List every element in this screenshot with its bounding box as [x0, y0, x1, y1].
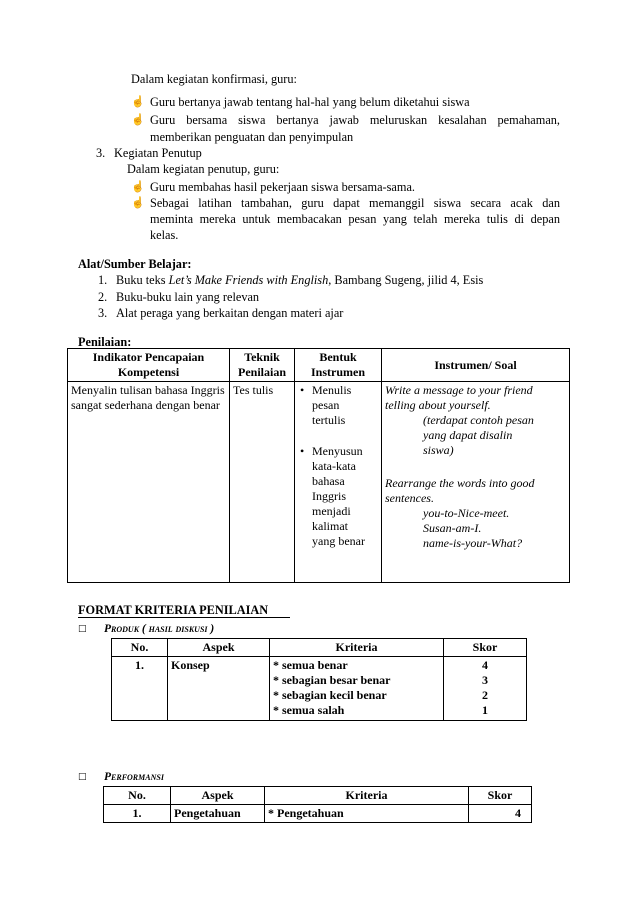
cell-indikator: Menyalin tulisan bahasa Inggris sangat sederhana dengan benar — [68, 382, 230, 583]
kriteria-4: * semua salah — [273, 703, 345, 717]
konfirmasi-bullet-2: Guru bersama siswa bertanya jawab meluruskan kesalahan pemahaman, — [150, 113, 560, 127]
konfirmasi-bullet-2-cont: memberikan penguatan dan penyimpulan — [150, 130, 354, 144]
alat-title: Alat/Sumber Belajar: — [78, 257, 192, 271]
produk-cell-aspek: Konsep — [168, 657, 270, 721]
soal-2-line-3: name-is-your-What? — [423, 536, 523, 550]
produk-table — [111, 638, 527, 721]
alat-item-3: Alat peraga yang berkaitan dengan materi ajar — [116, 306, 344, 320]
perf-header-kriteria: Kriteria — [265, 787, 469, 805]
alat-item-1-pre: Buku teks — [116, 273, 169, 287]
skor-1: 4 — [482, 658, 488, 672]
soal-2-line-2: Susan-am-I. — [423, 521, 482, 535]
book-title: Let’s Make Friends with English — [168, 273, 329, 287]
header-soal: Instrumen/ Soal — [382, 349, 570, 382]
square-bullet-icon: □ — [78, 772, 87, 782]
hand-bullet-icon: ☝ — [131, 181, 145, 193]
penutup-heading: Dalam kegiatan penutup, guru: — [127, 162, 280, 176]
konfirmasi-heading: Dalam kegiatan konfirmasi, guru: — [131, 72, 297, 86]
penilaian-title: Penilaian: — [78, 335, 132, 349]
cell-bentuk — [295, 382, 382, 583]
soal-2-line-1: you-to-Nice-meet. — [423, 506, 510, 520]
alat-item-2-num: 2. — [98, 290, 108, 304]
perf-cell-aspek: Pengetahuan — [171, 805, 265, 823]
square-bullet-icon: □ — [78, 624, 87, 634]
perf-cell-skor: 4 — [469, 805, 532, 823]
penutup-bullet-2: Sebagai latihan tambahan, guru dapat memanggil siswa secara acak dan — [150, 196, 560, 210]
alat-item-1-post: , Bambang Sugeng, jilid 4, Esis — [328, 273, 484, 287]
skor-3: 2 — [482, 688, 488, 702]
format-title: FORMAT KRITERIA PENILAIAN — [78, 604, 290, 618]
produk-header-aspek: Aspek — [168, 639, 270, 657]
penutup-bullet-2-cont: meminta mereka untuk membacakan pesan yang telah mereka tulis di depan — [150, 212, 560, 226]
bentuk-item-1: • Menulis pesan tertulis — [312, 383, 368, 428]
produk-header-no: No. — [112, 639, 168, 657]
header-bentuk: Bentuk Instrumen — [295, 349, 382, 382]
soal-1: Write a message to your friend telling about yourself. — [385, 383, 533, 412]
header-indikator: Indikator Pencapaian Kompetensi — [68, 349, 230, 382]
penutup-bullet-1: Guru membahas hasil pekerjaan siswa bersama-sama. — [150, 180, 415, 194]
penutup-number: 3. — [96, 146, 106, 160]
perf-cell-no: 1. — [104, 805, 171, 823]
penutup-bullet-2-end: kelas. — [150, 228, 179, 242]
bentuk-item-2: • Menyusun kata-kata bahasa Inggris menjadi kalimat yang benar — [312, 444, 368, 549]
kriteria-3: * sebagian kecil benar — [273, 688, 387, 702]
perf-header-aspek: Aspek — [171, 787, 265, 805]
cell-soal — [382, 382, 570, 583]
produk-cell-skor — [444, 657, 527, 721]
produk-header-kriteria: Kriteria — [270, 639, 444, 657]
alat-item-1-num: 1. — [98, 273, 108, 287]
produk-cell-kriteria — [270, 657, 444, 721]
perf-cell-kriteria: * Pengetahuan — [265, 805, 469, 823]
performansi-label: Performansi — [104, 771, 164, 783]
kriteria-1: * semua benar — [273, 658, 348, 672]
perf-header-no: No. — [104, 787, 171, 805]
penutup-title: Kegiatan Penutup — [114, 146, 202, 160]
alat-item-3-num: 3. — [98, 306, 108, 320]
perf-header-skor: Skor — [469, 787, 532, 805]
hand-bullet-icon: ☝ — [131, 197, 145, 209]
produk-label: Produk ( hasil diskusi ) — [104, 623, 215, 635]
konfirmasi-bullet-1: Guru bertanya jawab tentang hal-hal yang belum diketahui siswa — [150, 95, 470, 109]
performansi-table — [103, 786, 532, 823]
kriteria-2: * sebagian besar benar — [273, 673, 391, 687]
alat-item-2: Buku-buku lain yang relevan — [116, 290, 260, 304]
skor-4: 1 — [482, 703, 488, 717]
soal-2: Rearrange the words into good sentences. — [385, 476, 535, 505]
skor-2: 3 — [482, 673, 488, 687]
hand-bullet-icon: ☝ — [131, 114, 145, 126]
cell-teknik: Tes tulis — [230, 382, 295, 583]
penilaian-table — [67, 348, 570, 583]
produk-cell-no: 1. — [112, 657, 168, 721]
header-teknik: Teknik Penilaian — [230, 349, 295, 382]
hand-bullet-icon: ☝ — [131, 96, 145, 108]
alat-item-1 — [116, 273, 483, 287]
soal-1-note: (terdapat contoh pesan yang dapat disalin siswa) — [423, 413, 534, 457]
produk-header-skor: Skor — [444, 639, 527, 657]
